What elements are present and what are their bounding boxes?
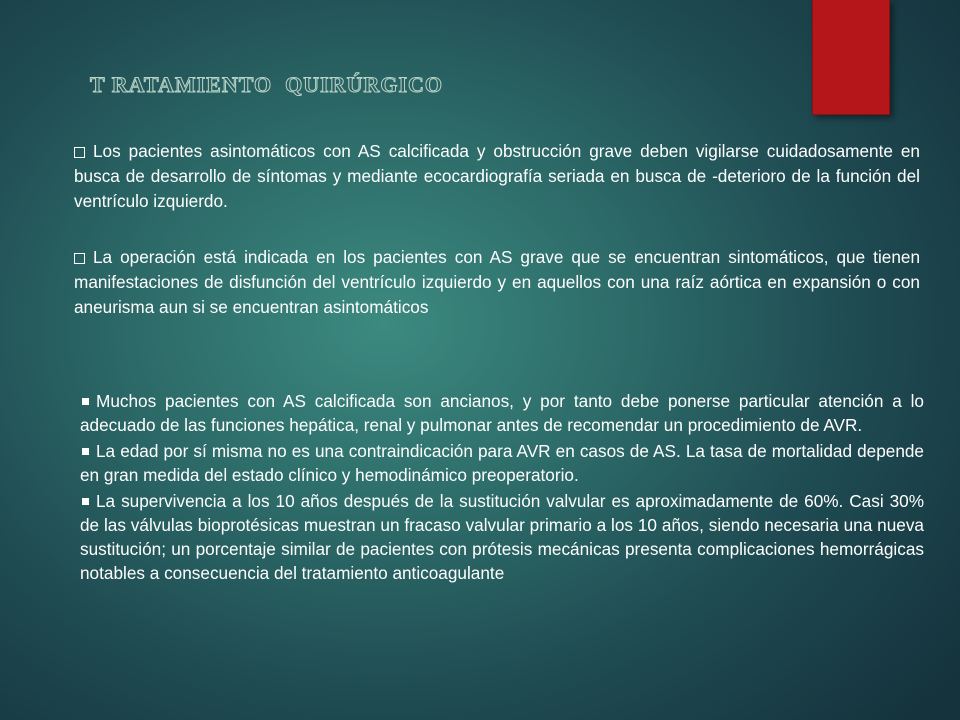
- list-item-text: La edad por sí misma no es una contraindicación para AVR en casos de AS. La tasa de mortalidad depende en gran medida del estado clínico y hemodinámico preoperatorio.: [80, 441, 924, 485]
- list-item-text: Muchos pacientes con AS calcificada son ancianos, y por tanto debe ponerse particular atención a lo adecuado de las funciones hepática, renal y pulmonar antes de recomendar un procedimiento de AVR.: [80, 391, 924, 435]
- list-item: [80, 489, 924, 585]
- slide-title: T RATAMIENTO QUIRÚRGICO: [90, 72, 444, 97]
- list-item: [80, 389, 924, 437]
- square-bullet-icon: [82, 448, 89, 455]
- square-bullet-icon: [82, 498, 89, 505]
- checkbox-bullet-icon: [74, 253, 85, 264]
- checkbox-bullet-icon: [74, 147, 85, 158]
- paragraph-text: La operación está indicada en los pacientes con AS grave que se encuentran sintomáticos, que tienen manifestaciones de disfunción del ventrículo izquierdo y en aquellos con una raíz aórtica en expansión o con aneurisma aun si se encuentran asintomáticos: [74, 247, 920, 317]
- paragraph-indication: [74, 245, 920, 320]
- paragraph-text: Los pacientes asintomáticos con AS calcificada y obstrucción grave deben vigilarse cuidadosamente en busca de desarrollo de síntomas y mediante ecocardiografía seriada en busca de -deterioro de la función del ventrículo izquierdo.: [74, 141, 920, 211]
- red-accent-bar: [812, 0, 890, 115]
- square-bullet-icon: [82, 398, 89, 405]
- list-item: [80, 439, 924, 487]
- bullet-list: [80, 389, 924, 587]
- list-item-text: La supervivencia a los 10 años después de la sustitución valvular es aproximadamente de 60%. Casi 30% de las válvulas bioprotésicas muestran un fracaso valvular primario a los 10 años, siendo necesaria una nueva sustitución; un porcentaje similar de pacientes con prótesis mecánicas presenta complicaciones hemorrágicas notables a consecuencia del tratamiento anticoagulante: [80, 491, 924, 583]
- paragraph-asymptomatic: [74, 139, 920, 214]
